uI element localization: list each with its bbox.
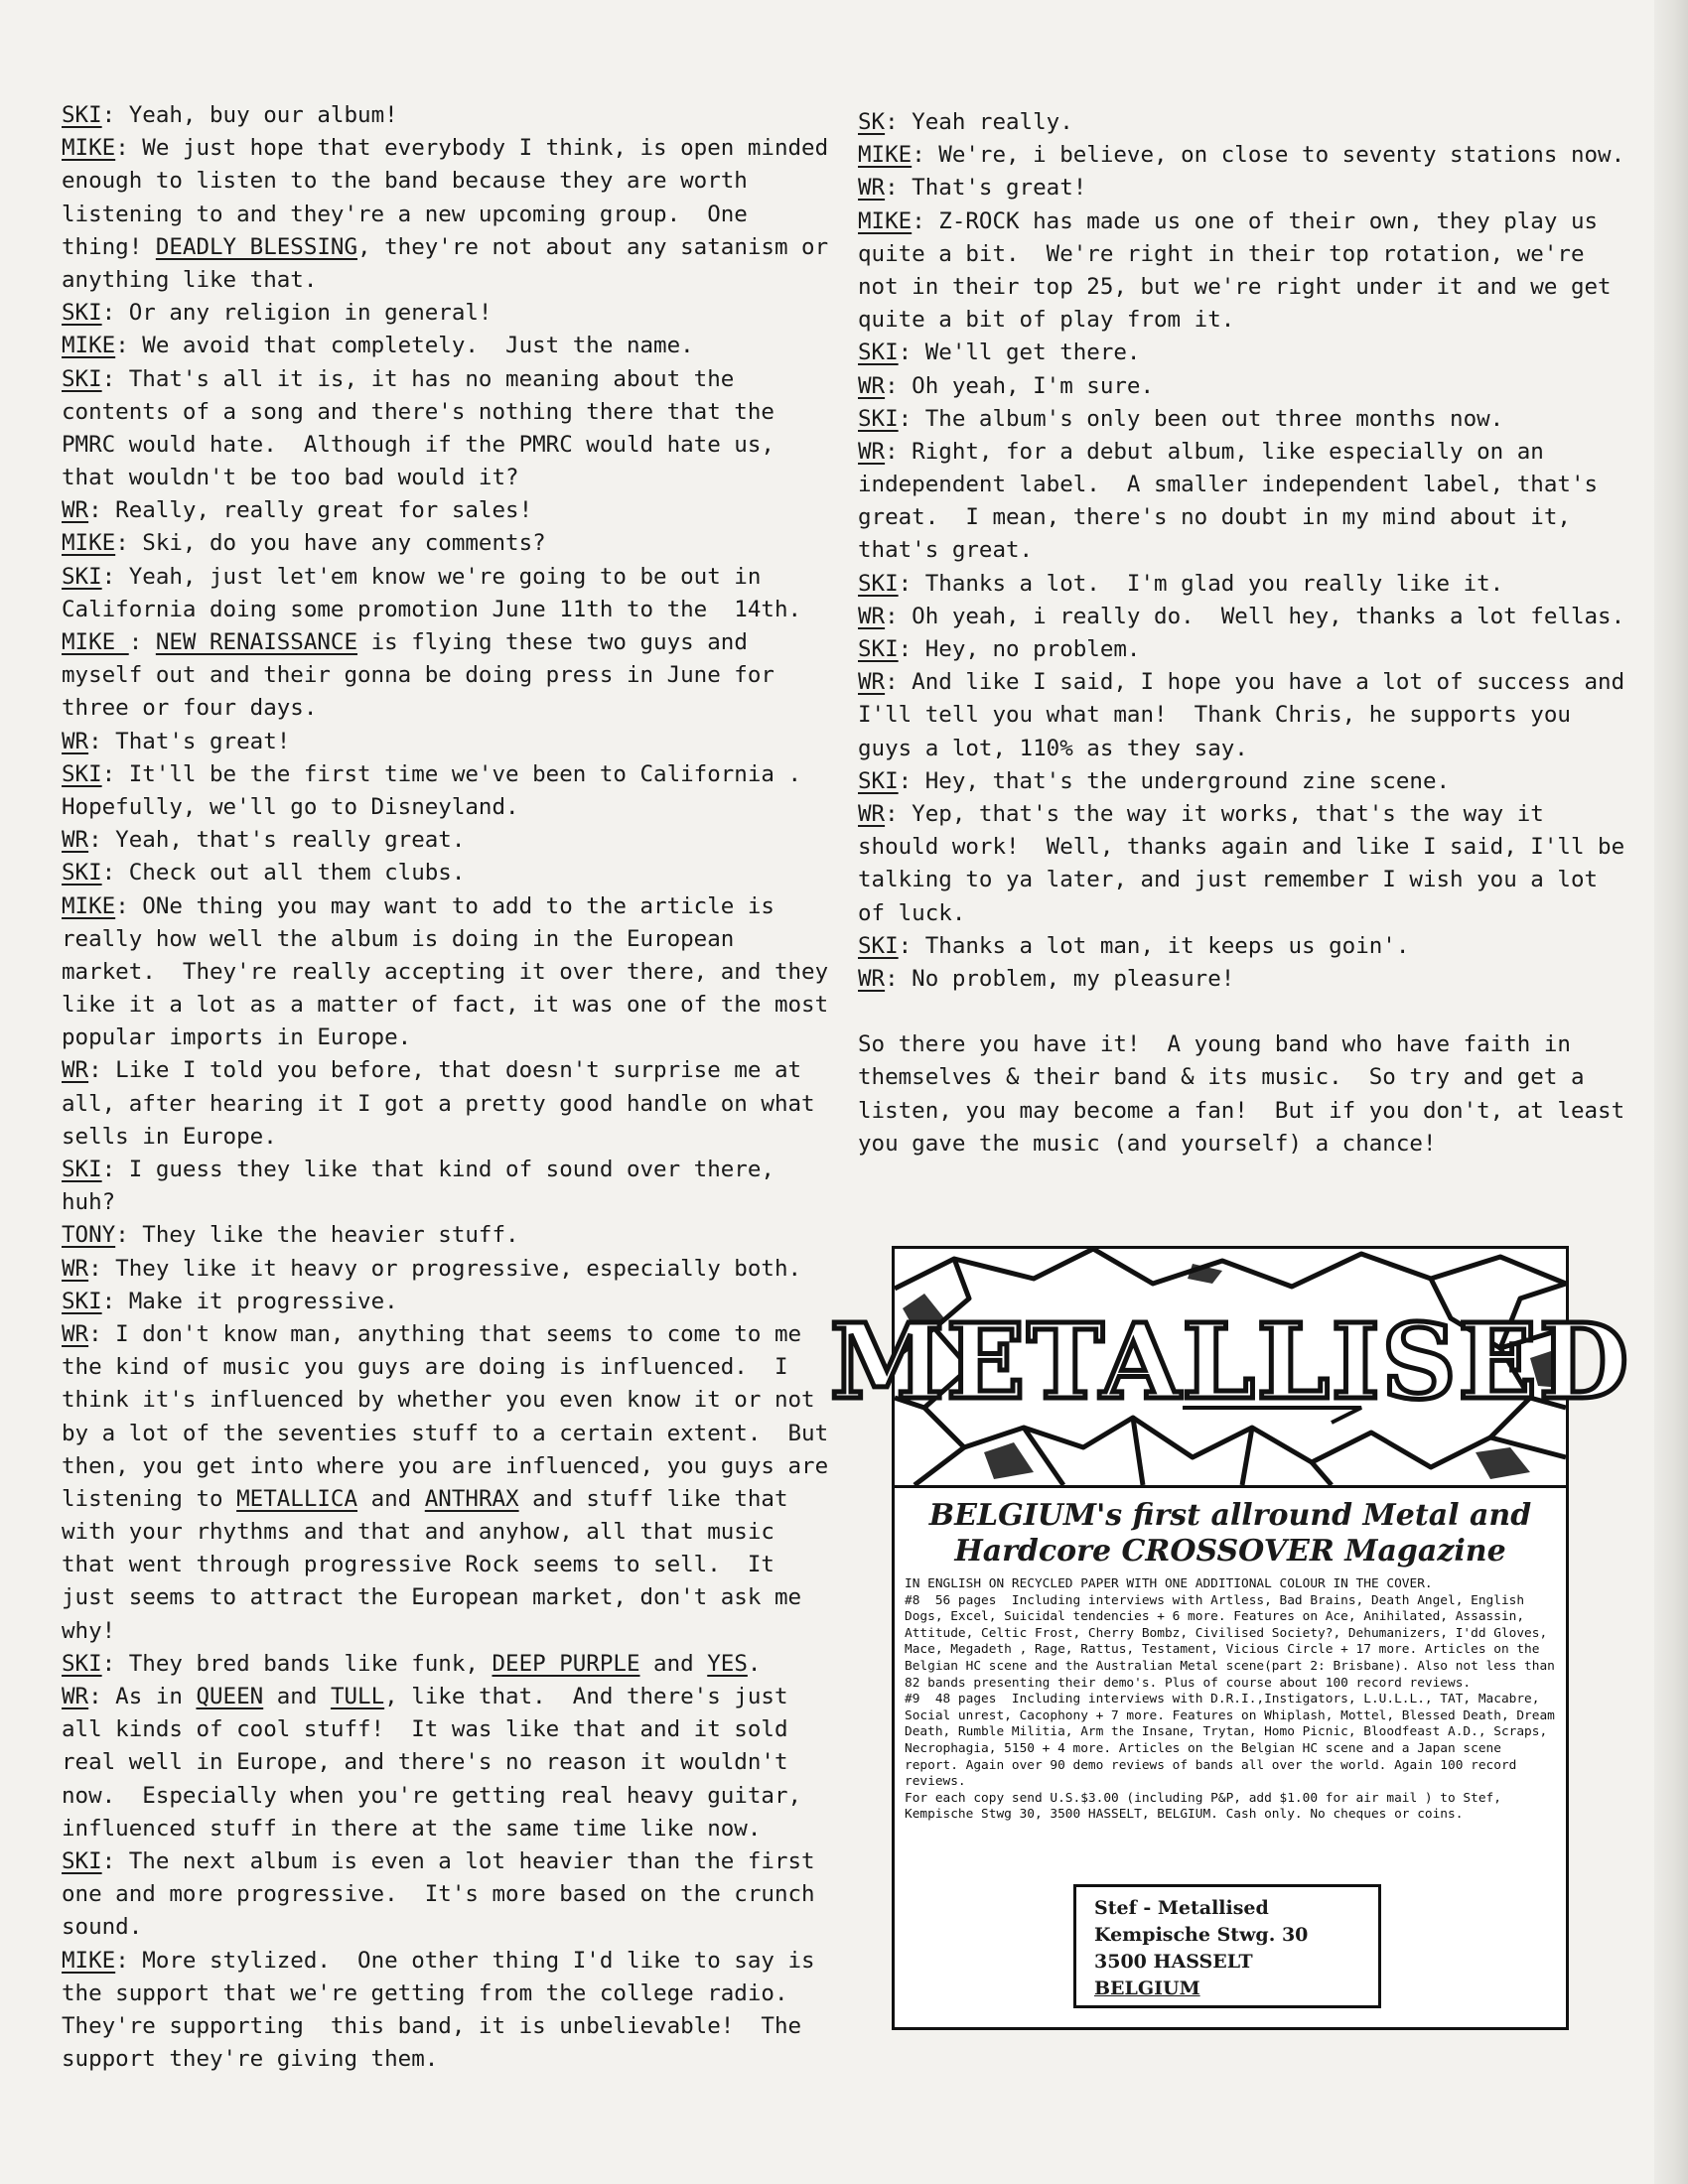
line-text: three or four days.: [62, 695, 318, 722]
line-text: :: [128, 629, 156, 655]
line-text: one and more progressive. It's more based on the crunch: [62, 1881, 815, 1908]
transcript-line: [858, 568, 1642, 601]
transcript-line: [858, 666, 1642, 699]
page-edge: [1654, 0, 1688, 2184]
line-text: anything like that.: [62, 266, 318, 293]
speaker-name: SKI: [62, 300, 102, 327]
line-text: : We'll get there.: [898, 340, 1141, 366]
right-column: [858, 106, 1642, 1160]
transcript-line: [858, 798, 1642, 831]
transcript-line: [62, 1219, 836, 1252]
line-text: : They like the heavier stuff.: [115, 1222, 519, 1249]
ad-headline: [895, 1485, 1566, 1570]
line-text: and stuff like that: [518, 1485, 788, 1512]
address-line: Stef - Metallised: [1094, 1897, 1269, 1919]
speaker-name: SKI: [62, 1847, 102, 1874]
transcript-line: [62, 462, 836, 494]
line-text: and: [639, 1650, 708, 1677]
line-text: not in their top 25, but we're right under it and we get: [858, 273, 1612, 300]
line-text: all kinds of cool stuff! It was like that and it sold: [62, 1716, 788, 1743]
transcript-line: [62, 1154, 836, 1186]
line-text: : Ski, do you have any comments?: [115, 530, 546, 557]
line-text: : Yeah, just let'em know we're going to be out in: [101, 563, 762, 590]
transcript-line: [858, 370, 1642, 403]
transcript-line: [62, 264, 836, 297]
transcript-line: [62, 1351, 836, 1384]
line-text: I'll tell you what man! Thank Chris, he supports you: [858, 702, 1571, 729]
band-name: DEADLY BLESSING: [155, 233, 358, 260]
transcript-line: [62, 330, 836, 362]
line-text: : I guess they like that kind of sound over there,: [101, 1157, 774, 1182]
line-text: : Yeah really.: [885, 109, 1073, 135]
line-text: and: [263, 1684, 331, 1709]
ad-body-text: IN ENGLISH ON RECYCLED PAPER WITH ONE ADDITIONAL COLOUR IN THE COVER. #8 56 pages Including interviews with Artless, Bad Brains, Death Angel, English Dogs, Excel, Suicidal tendencies + 6 more. Features on Ace, Anihilated, Assassin, Attitude, Celtic Frost, Cherry Bombz, Civilised Society?, Dehumanizers, I'dd Gloves, Mace, Megadeth , Rage, Rattus, Testament, Vicious Circle + 17 more. Articles on the Belgian HC scene and the Australian Metal scene(part 2: Brisbane). Also not less than 82 bands presenting their demo's. Plus of course about 100 record reviews. #9 48 pages Including interviews with D.R.I.,Instigators, L.U.L.L., TAT, Macabre, Social unrest, Cacophony + 7 more. Features on Whiplash, Mottel, Blessed Death, Dream Death, Rumble Militia, Arm the Insane, Trytan, Homo Picnic, Bloodfeast A.D., Scraps, Necrophagia, 5150 + 4 more. Articles on the Belgian HC scene and a Japan scene report. Again over 90 demo reviews of bands all over the world. Again 100 record reviews. For each copy send U.S.$3.00 (including P&P, add $1.00 for air mail ) to Stef, Kempische Stwg 30, 3500 HASSELT, BELGIUM. Cash only. No cheques or coins.: [905, 1576, 1555, 1823]
transcript-line: [62, 1450, 836, 1483]
line-text: : Thanks a lot man, it keeps us goin'.: [898, 932, 1410, 959]
transcript-line: [858, 469, 1642, 501]
transcript-line: [62, 626, 836, 659]
transcript-line: [858, 139, 1642, 172]
transcript-line: [62, 890, 836, 923]
line-text: : ONe thing you may want to add to the article is: [115, 892, 774, 919]
speaker-name: WR: [62, 827, 89, 854]
line-text: really how well the album is doing in the European: [62, 925, 735, 952]
transcript-line: [62, 659, 836, 692]
transcript-line: [858, 633, 1642, 666]
speaker-name: SKI: [858, 570, 899, 597]
line-text: influenced stuff in there at the same time like now.: [62, 1815, 762, 1842]
line-text: quite a bit of play from it.: [858, 307, 1235, 334]
transcript-line: [858, 337, 1642, 369]
speaker-name: MIKE: [62, 530, 116, 557]
line-text: : We just hope that everybody I think, is open minded: [115, 135, 829, 162]
line-text: : The album's only been out three months now.: [898, 405, 1504, 432]
line-text: : And like I said, I hope you have a lot of success and: [885, 669, 1625, 696]
transcript-line: [858, 534, 1642, 567]
transcript-line: [62, 1286, 836, 1318]
transcript-line: [62, 1418, 836, 1450]
line-text: , they're not about any satanism or: [357, 233, 829, 260]
speaker-name: SK: [858, 109, 886, 135]
line-text: should work! Well, thanks again and like I said, I'll be: [858, 834, 1625, 861]
line-text: : No problem, my pleasure!: [885, 965, 1235, 992]
transcript-line: [62, 2010, 836, 2043]
transcript-line: [858, 436, 1642, 469]
speaker-name: WR: [62, 1684, 89, 1709]
transcript-line: [62, 561, 836, 594]
band-name: TULL: [330, 1684, 385, 1709]
transcript-line: [858, 1028, 1642, 1061]
speaker-name: WR: [62, 1057, 89, 1084]
speaker-name: TONY: [62, 1222, 116, 1249]
speaker-name: WR: [858, 965, 886, 992]
transcript-line: [858, 864, 1642, 896]
transcript-line: [62, 1615, 836, 1648]
speaker-name: SKI: [858, 340, 899, 366]
transcript-line: [858, 1061, 1642, 1094]
band-name: DEEP PURPLE: [492, 1650, 640, 1677]
transcript-line: [858, 403, 1642, 436]
line-text: that's great.: [858, 537, 1034, 564]
line-text: then, you get into where you are influenced, you guys are: [62, 1452, 829, 1479]
transcript-line: [858, 1095, 1642, 1128]
line-text: now. Especially when you're getting real heavy guitar,: [62, 1782, 802, 1809]
line-text: support they're giving them.: [62, 2046, 439, 2073]
line-text: with your rhythms and that and anyhow, all that music: [62, 1519, 774, 1546]
line-text: you gave the music (and yourself) a chance!: [858, 1130, 1437, 1157]
transcript-line: [62, 791, 836, 824]
line-text: : We're, i believe, on close to seventy stations now.: [912, 142, 1625, 169]
transcript-line: [858, 733, 1642, 765]
transcript-line: [62, 1648, 836, 1681]
line-text: listening to and they're a new upcoming group. One: [62, 201, 748, 227]
band-name: QUEEN: [196, 1684, 264, 1709]
transcript-line: [62, 758, 836, 791]
line-text: : Hey, that's the underground zine scene.: [898, 767, 1451, 794]
line-text: PMRC would hate. Although if the PMRC would hate us,: [62, 431, 774, 458]
transcript-line: [62, 1384, 836, 1417]
transcript-line: [858, 106, 1642, 139]
band-name: NEW RENAISSANCE: [155, 629, 358, 655]
transcript-line: [62, 231, 836, 264]
transcript-line: [62, 363, 836, 396]
ad-logo-text: METALLISED: [829, 1300, 1631, 1423]
transcript-line: [62, 1318, 836, 1351]
line-text: quite a bit. We're right in their top rotation, we're: [858, 240, 1585, 267]
speaker-name: SKI: [62, 1157, 102, 1182]
transcript-line: [62, 1186, 836, 1219]
speaker-name: SKI: [62, 860, 102, 887]
speaker-name: WR: [858, 800, 886, 827]
line-text: : I don't know man, anything that seems to come to me: [88, 1320, 802, 1347]
speaker-name: WR: [62, 1255, 89, 1282]
transcript-line: [62, 956, 836, 989]
transcript-line: [62, 527, 836, 560]
transcript-line: [858, 765, 1642, 798]
line-text: : Oh yeah, i really do. Well hey, thanks a lot fellas.: [885, 603, 1625, 629]
line-text: listening to: [62, 1485, 237, 1512]
line-text: : Yeah, buy our album!: [101, 102, 398, 128]
transcript-line: [62, 1911, 836, 1944]
speaker-name: SKI: [858, 767, 899, 794]
line-text: : Make it progressive.: [101, 1288, 398, 1314]
transcript-line: [62, 1581, 836, 1614]
transcript-line: [858, 963, 1642, 996]
line-text: : That's great!: [88, 728, 291, 754]
metallised-ad: [829, 1246, 1631, 2030]
speaker-name: SKI: [62, 365, 102, 392]
line-text: : That's all it is, it has no meaning about the: [101, 365, 735, 392]
line-text: great. I mean, there's no doubt in my mind about it,: [858, 504, 1571, 531]
line-text: enough to listen to the band because they are worth: [62, 168, 748, 195]
line-text: : More stylized. One other thing I'd like to say is: [115, 1947, 815, 1974]
line-text: : As in: [88, 1684, 197, 1709]
address-line: 3500 HASSELT: [1094, 1951, 1253, 1973]
line-text: : That's great!: [885, 175, 1087, 202]
speaker-name: MIKE: [858, 207, 913, 234]
transcript-line: [62, 1746, 836, 1779]
transcript-line: [62, 989, 836, 1022]
transcript-line: [62, 1483, 836, 1516]
line-text: themselves & their band & its music. So try and get a: [858, 1064, 1585, 1091]
line-text: guys a lot, 110% as they say.: [858, 735, 1248, 761]
speaker-name: SKI: [858, 636, 899, 662]
line-text: : Oh yeah, I'm sure.: [885, 372, 1155, 399]
line-text: by a lot of the seventies stuff to a certain extent. But: [62, 1420, 829, 1446]
speaker-name: SKI: [858, 405, 899, 432]
transcript-line: [858, 304, 1642, 337]
speaker-name: SKI: [62, 563, 102, 590]
line-text: So there you have it! A young band who have faith in: [858, 1031, 1571, 1058]
ad-headline-line2: Hardcore CROSSOVER Magazine: [954, 1534, 1506, 1569]
line-text: all, after hearing it I got a pretty good handle on what: [62, 1090, 815, 1117]
ad-address-box: [1073, 1884, 1381, 2008]
line-text: market. They're really accepting it over there, and they: [62, 958, 829, 985]
transcript-line: [62, 1813, 836, 1845]
transcript-line: [858, 271, 1642, 304]
line-text: think it's influenced by whether you even know it or not: [62, 1387, 815, 1414]
transcript-line: [62, 1845, 836, 1878]
line-text: why!: [62, 1617, 116, 1644]
address-line: Kempische Stwg. 30: [1094, 1924, 1309, 1946]
line-text: huh?: [62, 1189, 116, 1216]
transcript-line: [62, 1121, 836, 1154]
band-name: YES: [707, 1650, 748, 1677]
line-text: : Check out all them clubs.: [101, 860, 466, 887]
speaker-name: MIKE: [858, 142, 913, 169]
line-text: of luck.: [858, 899, 966, 926]
speaker-name: SKI: [62, 1650, 102, 1677]
line-text: talking to ya later, and just remember I wish you a lot: [858, 867, 1599, 893]
speaker-name: WR: [62, 728, 89, 754]
line-text: They're supporting this band, it is unbelievable! The: [62, 2012, 802, 2039]
speaker-name: WR: [858, 438, 886, 465]
transcript-line: [62, 2043, 836, 2076]
speaker-name: MIKE: [62, 1947, 116, 1974]
line-text: : Like I told you before, that doesn't surprise me at: [88, 1057, 802, 1084]
transcript-line: [62, 1681, 836, 1713]
transcript-line: [858, 501, 1642, 534]
transcript-line: [858, 930, 1642, 963]
line-text: that went through progressive Rock seems to sell. It: [62, 1552, 774, 1578]
band-name: ANTHRAX: [424, 1485, 519, 1512]
left-column: [62, 99, 836, 2076]
transcript-line: [62, 494, 836, 527]
speaker-name: WR: [858, 372, 886, 399]
transcript-line: [858, 601, 1642, 633]
line-text: listen, you may become a fan! But if you don't, at least: [858, 1097, 1625, 1124]
transcript-line: [858, 238, 1642, 271]
line-text: : Yeah, that's really great.: [88, 827, 466, 854]
line-text: : Or any religion in general!: [101, 300, 492, 327]
transcript-line: [62, 165, 836, 198]
line-text: , like that. And there's just: [384, 1684, 788, 1709]
line-text: : Really, really great for sales!: [88, 497, 533, 524]
transcript-line: [62, 99, 836, 132]
transcript-line: [62, 1054, 836, 1087]
ad-headline-line1: BELGIUM's first allround Metal and: [928, 1498, 1532, 1533]
transcript-line: [62, 923, 836, 956]
line-text: : The next album is even a lot heavier than the first: [101, 1847, 815, 1874]
transcript-line: [858, 699, 1642, 732]
transcript-line: [62, 1022, 836, 1054]
line-text: : Yep, that's the way it works, that's the way it: [885, 800, 1544, 827]
stained-glass-logo: [829, 1249, 1631, 1485]
speaker-name: MIKE: [62, 629, 129, 655]
line-text: contents of a song and there's nothing there that the: [62, 398, 774, 425]
transcript-line: [62, 1945, 836, 1978]
line-text: : They like it heavy or progressive, especially both.: [88, 1255, 802, 1282]
blank-line: [858, 996, 1642, 1028]
speaker-name: WR: [858, 175, 886, 202]
speaker-name: WR: [858, 603, 886, 629]
transcript-line: [62, 824, 836, 857]
transcript-line: [62, 199, 836, 231]
line-text: .: [747, 1650, 762, 1677]
transcript-line: [62, 594, 836, 626]
transcript-line: [858, 831, 1642, 864]
speaker-name: WR: [62, 1320, 89, 1347]
transcript-line: [62, 1253, 836, 1286]
line-text: is flying these two guys and: [357, 629, 748, 655]
transcript-line: [62, 692, 836, 725]
speaker-name: MIKE: [62, 333, 116, 359]
speaker-name: SKI: [858, 932, 899, 959]
line-text: : Z-ROCK has made us one of their own, they play us: [912, 207, 1599, 234]
transcript-line: [62, 726, 836, 758]
transcript-line: [858, 205, 1642, 238]
speaker-name: WR: [858, 669, 886, 696]
transcript-line: [62, 396, 836, 429]
line-text: popular imports in Europe.: [62, 1024, 412, 1051]
speaker-name: SKI: [62, 1288, 102, 1314]
line-text: : We avoid that completely. Just the name.: [115, 333, 694, 359]
line-text: : They bred bands like funk,: [101, 1650, 492, 1677]
line-text: real well in Europe, and there's no reason it wouldn't: [62, 1749, 788, 1776]
line-text: sound.: [62, 1914, 143, 1941]
transcript-line: [858, 172, 1642, 205]
transcript-line: [62, 132, 836, 165]
speaker-name: SKI: [62, 760, 102, 787]
speaker-name: WR: [62, 497, 89, 524]
line-text: : It'll be the first time we've been to California .: [101, 760, 802, 787]
line-text: the support that we're getting from the college radio.: [62, 1979, 788, 2006]
transcript-line: [62, 1780, 836, 1813]
line-text: : Thanks a lot. I'm glad you really like it.: [898, 570, 1504, 597]
transcript-line: [62, 857, 836, 889]
transcript-line: [62, 1549, 836, 1581]
speaker-name: MIKE: [62, 135, 116, 162]
transcript-line: [62, 1978, 836, 2010]
line-text: : Hey, no problem.: [898, 636, 1141, 662]
line-text: sells in Europe.: [62, 1123, 277, 1150]
line-text: California doing some promotion June 11th to the 14th.: [62, 596, 802, 622]
line-text: independent label. A smaller independent label, that's: [858, 472, 1599, 498]
line-text: : Right, for a debut album, like especially on an: [885, 438, 1544, 465]
line-text: thing!: [62, 233, 156, 260]
address-line: BELGIUM: [1094, 1978, 1200, 1999]
transcript-line: [62, 1878, 836, 1911]
transcript-line: [62, 1516, 836, 1549]
transcript-line: [62, 297, 836, 330]
transcript-line: [62, 429, 836, 462]
line-text: like it a lot as a matter of fact, it was one of the most: [62, 992, 829, 1019]
line-text: the kind of music you guys are doing is influenced. I: [62, 1354, 788, 1381]
transcript-line: [62, 1088, 836, 1121]
line-text: and: [357, 1485, 425, 1512]
line-text: myself out and their gonna be doing press in June for: [62, 662, 774, 689]
line-text: that wouldn't be too bad would it?: [62, 465, 519, 491]
transcript-line: [858, 1128, 1642, 1160]
transcript-line: [62, 1713, 836, 1746]
speaker-name: MIKE: [62, 892, 116, 919]
band-name: METALLICA: [236, 1485, 358, 1512]
line-text: just seems to attract the European market, don't ask me: [62, 1584, 802, 1611]
speaker-name: SKI: [62, 102, 102, 128]
line-text: Hopefully, we'll go to Disneyland.: [62, 793, 519, 820]
ad-logo-banner: [829, 1249, 1631, 1485]
transcript-line: [858, 897, 1642, 930]
